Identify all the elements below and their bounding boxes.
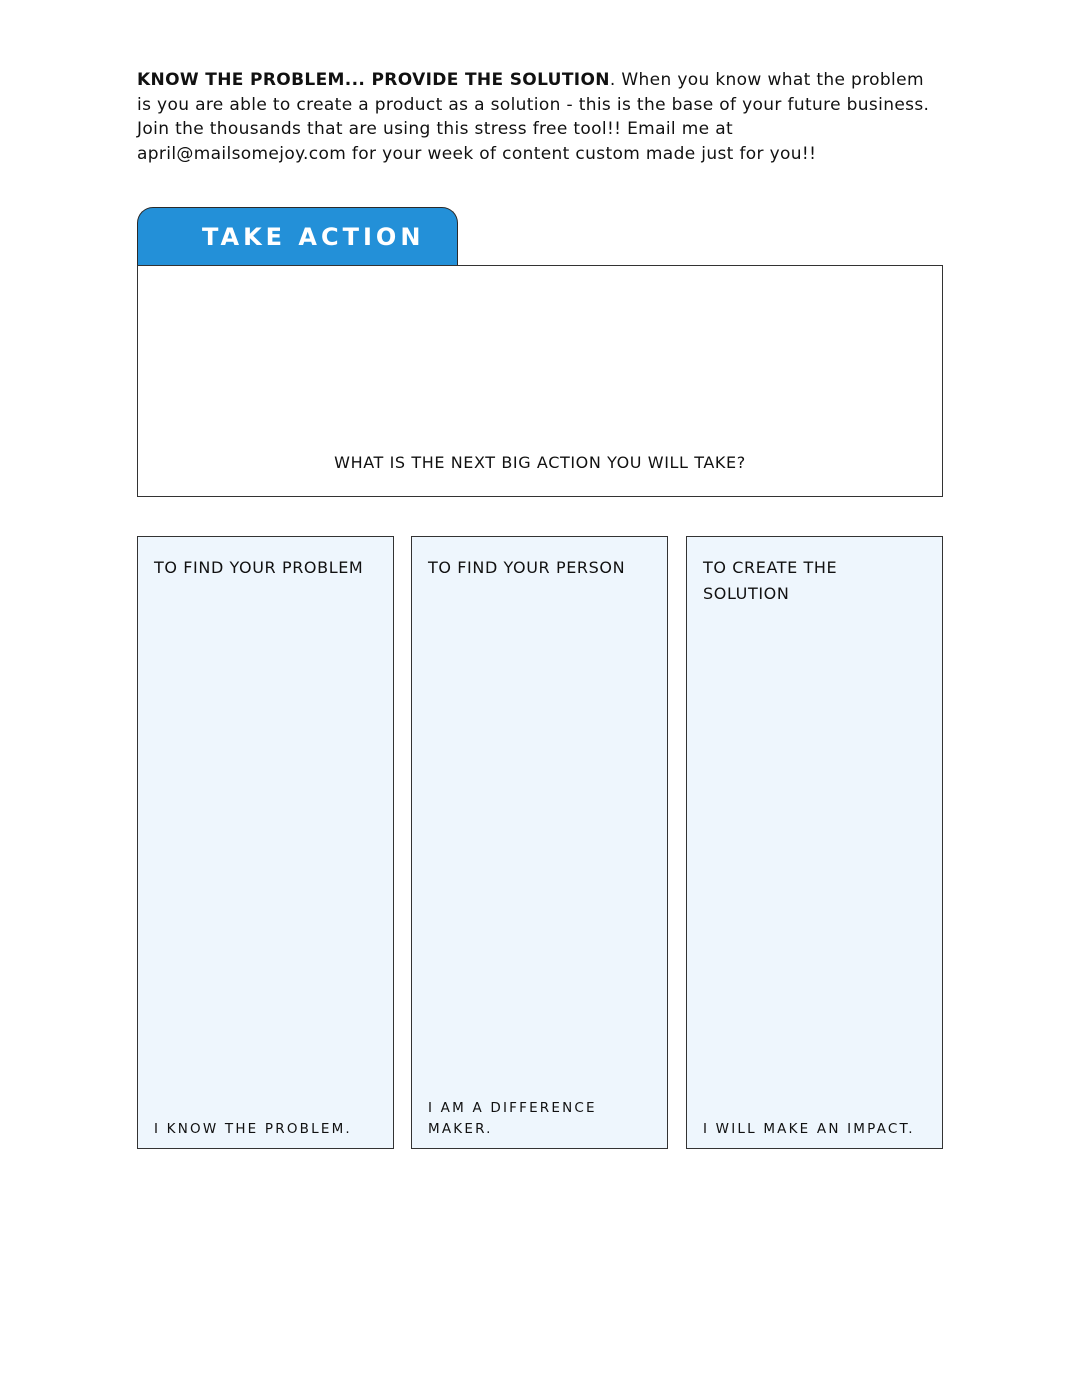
find-person-title: TO FIND YOUR PERSON [428,558,626,577]
create-solution-title: TO CREATE THE SOLUTION [703,558,838,603]
next-action-prompt: WHAT IS THE NEXT BIG ACTION YOU WILL TAKE? [334,453,746,472]
take-action-tab [137,207,458,265]
intro-paragraph [137,68,937,166]
next-action-box[interactable] [137,265,943,497]
intro-heading: KNOW THE PROBLEM... PROVIDE THE SOLUTION [137,70,610,90]
take-action-label: TAKE ACTION [202,223,425,251]
intro-body: . When you know what the problem is you are able to create a product as a solution - this is the base of your future business. Join the thousands that are using this stress free tool!! Email me at april@mailsomejoy.com for your week of content custom made just for you!! [137,70,930,164]
create-solution-card[interactable] [686,536,943,1149]
create-solution-footer: I WILL MAKE AN IMPACT. [703,1121,915,1137]
find-problem-title: TO FIND YOUR PROBLEM [154,558,364,577]
find-person-card[interactable] [411,536,668,1149]
find-problem-footer: I KNOW THE PROBLEM. [154,1121,352,1137]
find-problem-card[interactable] [137,536,394,1149]
find-person-footer: I AM A DIFFERENCE MAKER. [428,1100,597,1137]
